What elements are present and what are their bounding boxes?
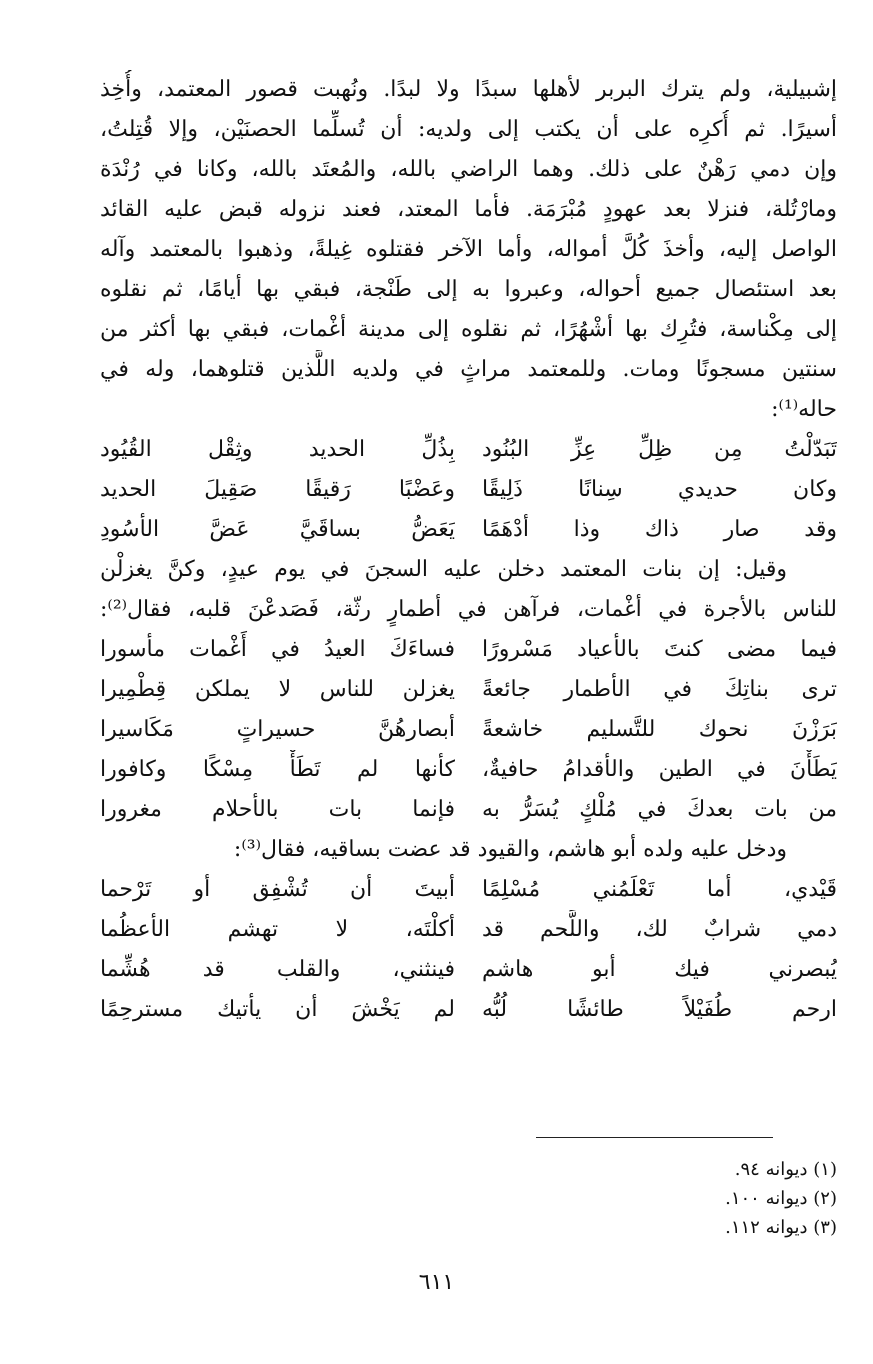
hemistich-first: ارحم طُفَيْلاً طائشًا لُبُّه — [482, 997, 837, 1022]
footnote-separator — [536, 1137, 773, 1138]
footnote: (١) ديوانه ٩٤. — [734, 1159, 837, 1180]
hemistich-second: وعَضْبًا رَقيقًا صَقِيلَ الحديد — [100, 477, 455, 502]
text-line: ومارْتُلة، فنزلا بعد عهودٍ مُبْرَمَة. فأما المعتد، فعند نزوله قبض عليه القائد — [100, 197, 837, 222]
hemistich-second: كأنها لم تَطَأْ مِسْكًا وكافورا — [100, 757, 455, 782]
paragraph-2 — [100, 550, 837, 630]
verse — [100, 670, 837, 710]
paragraph-3 — [100, 830, 837, 870]
text-line: أسيرًا. ثم أُكرِه على أن يكتب إلى ولديه: أن تُسلِّما الحصنَيْن، وإلا قُتِلتُ، — [100, 117, 837, 142]
hemistich-second: أبصارهُنَّ حسيراتٍ مَكَاسيرا — [100, 717, 455, 742]
hemistich-first: بَرَزْنَ نحوك للتَّسليم خاشعةً — [482, 717, 837, 742]
main-text — [100, 70, 837, 1030]
text-line: بعد استئصال جميع أحواله، وعبروا به إلى طَنْجة، فبقي بها أيامًا، ثم نقلوه — [100, 277, 837, 302]
text-line: الواصل إليه، وأخذَ كُلَّ أمواله، وأما الآخر فقتلوه غِيلةً، وذهبوا بالمعتمد وآله — [100, 237, 837, 262]
verse — [100, 630, 837, 670]
verse — [100, 790, 837, 830]
hemistich-second: أكلْتَه، لا تهشم الأعظُما — [100, 917, 455, 942]
text-line: إشبيلية، ولم يترك البربر لأهلها سبدًا ولا لبدًا. ونُهبت قصور المعتمد، وأُخِذ — [100, 77, 837, 102]
hemistich-second: فينثني، والقلب قد هُشِّما — [100, 957, 455, 982]
verse — [100, 430, 837, 470]
hemistich-second: فإنما بات بالأحلام مغرورا — [100, 797, 455, 822]
verse — [100, 510, 837, 550]
hemistich-second: فساءَكَ العيدُ في أَغْمات مأسورا — [100, 637, 455, 662]
text-line: ودخل عليه ولده أبو هاشم، والقيود قد عضت بساقيه، فقال⁽³⁾: — [233, 837, 787, 862]
page-number: ٦١١ — [418, 1270, 455, 1295]
hemistich-second: بِذُلِّ الحديد وثِقْل القُيُود — [100, 437, 455, 462]
footnote: (٢) ديوانه ١٠٠. — [725, 1188, 837, 1209]
verse — [100, 910, 837, 950]
hemistich-first: فيما مضى كنتَ بالأعياد مَسْرورًا — [482, 637, 837, 662]
text-line: إلى مِكْناسة، فتُرِك بها أشْهُرًا، ثم نقلوه إلى مدينة أغْمات، فبقي بها أكثر من — [100, 317, 837, 342]
poem-1 — [100, 430, 837, 550]
hemistich-first: ترى بناتِكَ في الأطمار جائعةً — [482, 677, 837, 702]
text-line: حاله⁽¹⁾: — [771, 397, 837, 422]
verse — [100, 990, 837, 1030]
hemistich-first: يَطَأْنَ في الطين والأقدامُ حافيةٌ، — [482, 757, 837, 782]
poem-2 — [100, 630, 837, 830]
footnote: (٣) ديوانه ١١٢. — [725, 1217, 837, 1238]
verse — [100, 950, 837, 990]
hemistich-second: لم يَخْشَ أن يأتيك مسترحِمًا — [100, 997, 455, 1022]
verse — [100, 750, 837, 790]
hemistich-first: وكان حديدي سِنانًا ذَلِيقًا — [482, 477, 837, 502]
hemistich-first: تَبَدّلْتُ مِن ظِلِّ عِزِّ البُنُود — [482, 437, 837, 462]
hemistich-first: وقد صار ذاك وذا أدْهَمًا — [482, 517, 837, 542]
poem-3 — [100, 870, 837, 1030]
verse — [100, 870, 837, 910]
hemistich-first: من بات بعدكَ في مُلْكٍ يُسَرُّ به — [482, 797, 837, 822]
hemistich-second: يَعَضُّ بساقَيَّ عَضَّ الأسُودِ — [100, 517, 455, 542]
verse — [100, 470, 837, 510]
hemistich-first: يُبصرني فيك أبو هاشم — [482, 957, 837, 982]
text-line: سنتين مسجونًا ومات. وللمعتمد مراثٍ في ولديه اللَّذين قتلوهما، وله في — [100, 357, 837, 382]
verse — [100, 710, 837, 750]
text-line: وقيل: إن بنات المعتمد دخلن عليه السجنَ في يوم عيدٍ، وكنَّ يغزلْن — [100, 557, 787, 582]
footnotes — [725, 1155, 837, 1242]
hemistich-second: أبيتَ أن تُشْفِق أو تَرْحما — [100, 877, 455, 902]
hemistich-first: قَيْدي، أما تَعْلَمُني مُسْلِمًا — [482, 877, 837, 902]
hemistich-first: دمي شرابٌ لك، واللَّحم قد — [482, 917, 837, 942]
hemistich-second: يغزلن للناس لا يملكن قِطْمِيرا — [100, 677, 455, 702]
text-line: للناس بالأجرة في أغْمات، فرآهن في أطمارٍ رثّة، فَصَدعْنَ قلبه، فقال⁽²⁾: — [100, 597, 837, 622]
paragraph-1 — [100, 70, 837, 430]
text-line: وإن دمي رَهْنٌ على ذلك. وهما الراضي بالله، والمُعتَد بالله، وكانا في رُنْدَة — [100, 157, 837, 182]
